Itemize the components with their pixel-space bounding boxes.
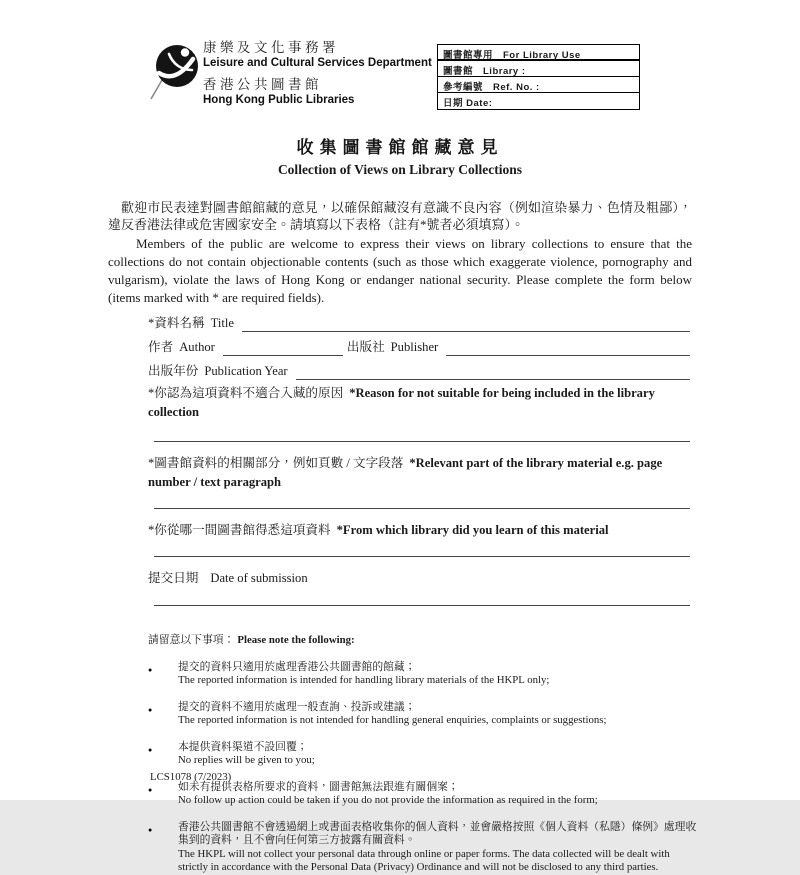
for-library-use-box [437, 44, 640, 110]
publication-year-row [148, 363, 690, 380]
reason-input-line[interactable] [154, 441, 690, 442]
ref-no-field[interactable]: 參考編號 Ref. No. : [438, 77, 639, 93]
reason-label-row [148, 384, 690, 422]
publication-year-label: 出版年份 Publication Year [148, 364, 288, 378]
reason-field-label: *你認為這項資料不適合入藏的原因 *Reason for not suitable for being included in the library collection [148, 386, 655, 419]
title-field-label: *資料名稱 Title [148, 316, 235, 330]
form-code: LCS1078 (7/2023) [150, 771, 232, 783]
publisher-input-line[interactable] [446, 341, 690, 356]
note-item [148, 741, 700, 768]
library-name-en: Hong Kong Public Libraries [203, 93, 355, 106]
bullet-icon: ● [148, 665, 153, 674]
bullet-icon: ● [148, 705, 153, 714]
author-field-label: 作者 Author [148, 340, 215, 354]
date-field[interactable]: 日期 Date: [443, 98, 493, 109]
note-zh: 本提供資料渠道不設回覆； [178, 740, 308, 753]
intro-paragraph-zh: 歡迎市民表達對圖書館館藏的意見，以確保館藏沒有意識不良內容（例如渲染暴力、色情及粗鄙），違反香港法律或危害國家安全。請填寫以下表格（註有*號者必須填寫）。 [108, 200, 692, 232]
notes-heading-zh: 請留意以下事項： [148, 634, 235, 646]
note-item [148, 701, 700, 728]
notes-heading [148, 634, 700, 648]
library-name-zh: 香港公共圖書館 [203, 77, 322, 92]
note-zh: 提交的資料只適用於處理香港公共圖書館的館藏； [178, 660, 416, 673]
source-library-input-line[interactable] [154, 556, 690, 557]
bullet-icon: ● [148, 785, 153, 794]
note-zh: 香港公共圖書館不會透過網上或書面表格收集你的個人資料，並會嚴格按照《個人資料（私隱）條例》處理收集到的資料，且不會向任何第三方披露有關資料。 [178, 820, 697, 846]
author-publisher-row [148, 339, 690, 356]
notes-section [148, 634, 700, 875]
publication-year-input-line[interactable] [296, 365, 690, 380]
department-name-zh: 康樂及文化事務署 [203, 40, 339, 55]
notes-heading-en: Please note the following: [237, 634, 355, 646]
publisher-field-label: 出版社 Publisher [346, 340, 439, 354]
form-fields [148, 315, 690, 606]
bullet-icon: ● [148, 825, 153, 834]
bullet-icon: ● [148, 745, 153, 754]
note-item [148, 821, 700, 875]
source-library-field-label: *你從哪一間圖書館得悉這項資料 *From which library did you learn of this material [148, 523, 609, 537]
title-field-row [148, 315, 690, 332]
note-zh: 提交的資料不適用於處理一般查詢、投訴或建議； [178, 700, 416, 713]
note-en: No follow up action could be taken if you do not provide the information as required in the form; [178, 794, 598, 806]
note-en: The HKPL will not collect your personal data through online or paper forms. The data collected will be dealt with strictly in accordance with the Personal Data (Privacy) Ordinance and will not be disclosed to any third parties. [178, 847, 670, 873]
submission-date-field-label: 提交日期 Date of submission [148, 571, 308, 585]
submission-date-input-line[interactable] [154, 605, 690, 606]
relevant-part-input-line[interactable] [154, 508, 690, 509]
lcsd-logo-icon [148, 42, 202, 109]
note-item [148, 781, 700, 808]
library-use-heading: 圖書館專用 For Library Use [438, 45, 639, 61]
form-title-en: Collection of Views on Library Collections [277, 162, 523, 177]
department-name-en: Leisure and Cultural Services Department [203, 56, 432, 69]
submission-date-label-row [148, 570, 690, 587]
note-zh: 如未有提供表格所要求的資料，圖書館無法跟進有關個案； [178, 780, 459, 793]
note-item [148, 661, 700, 688]
note-en: No replies will be given to you; [178, 754, 315, 766]
form-title-zh: 收集圖書館館藏意見 [296, 138, 504, 157]
library-field[interactable]: 圖書館 Library : [438, 61, 639, 77]
author-input-line[interactable] [223, 341, 343, 356]
relevant-part-field-label: *圖書館資料的相關部分，例如頁數 / 文字段落 *Relevant part of the library material e.g. page number / text paragraph [148, 456, 663, 489]
note-en: The reported information is not intended for handling general enquiries, complaints or suggestions; [178, 714, 607, 726]
intro-section [108, 199, 692, 307]
title-input-line[interactable] [242, 317, 690, 332]
note-en: The reported information is intended for handling library materials of the HKPL only; [178, 674, 550, 686]
source-library-label-row [148, 522, 690, 539]
department-header [203, 41, 432, 106]
intro-paragraph-en: Members of the public are welcome to express their views on library collections to ensure that the collections do not contain objectionable contents (such as those which exaggerate violence, pornography and vulgarism), violate the laws of Hong Kong or endanger national security. Please complete the form below (items marked with * are required fields). [108, 236, 692, 305]
